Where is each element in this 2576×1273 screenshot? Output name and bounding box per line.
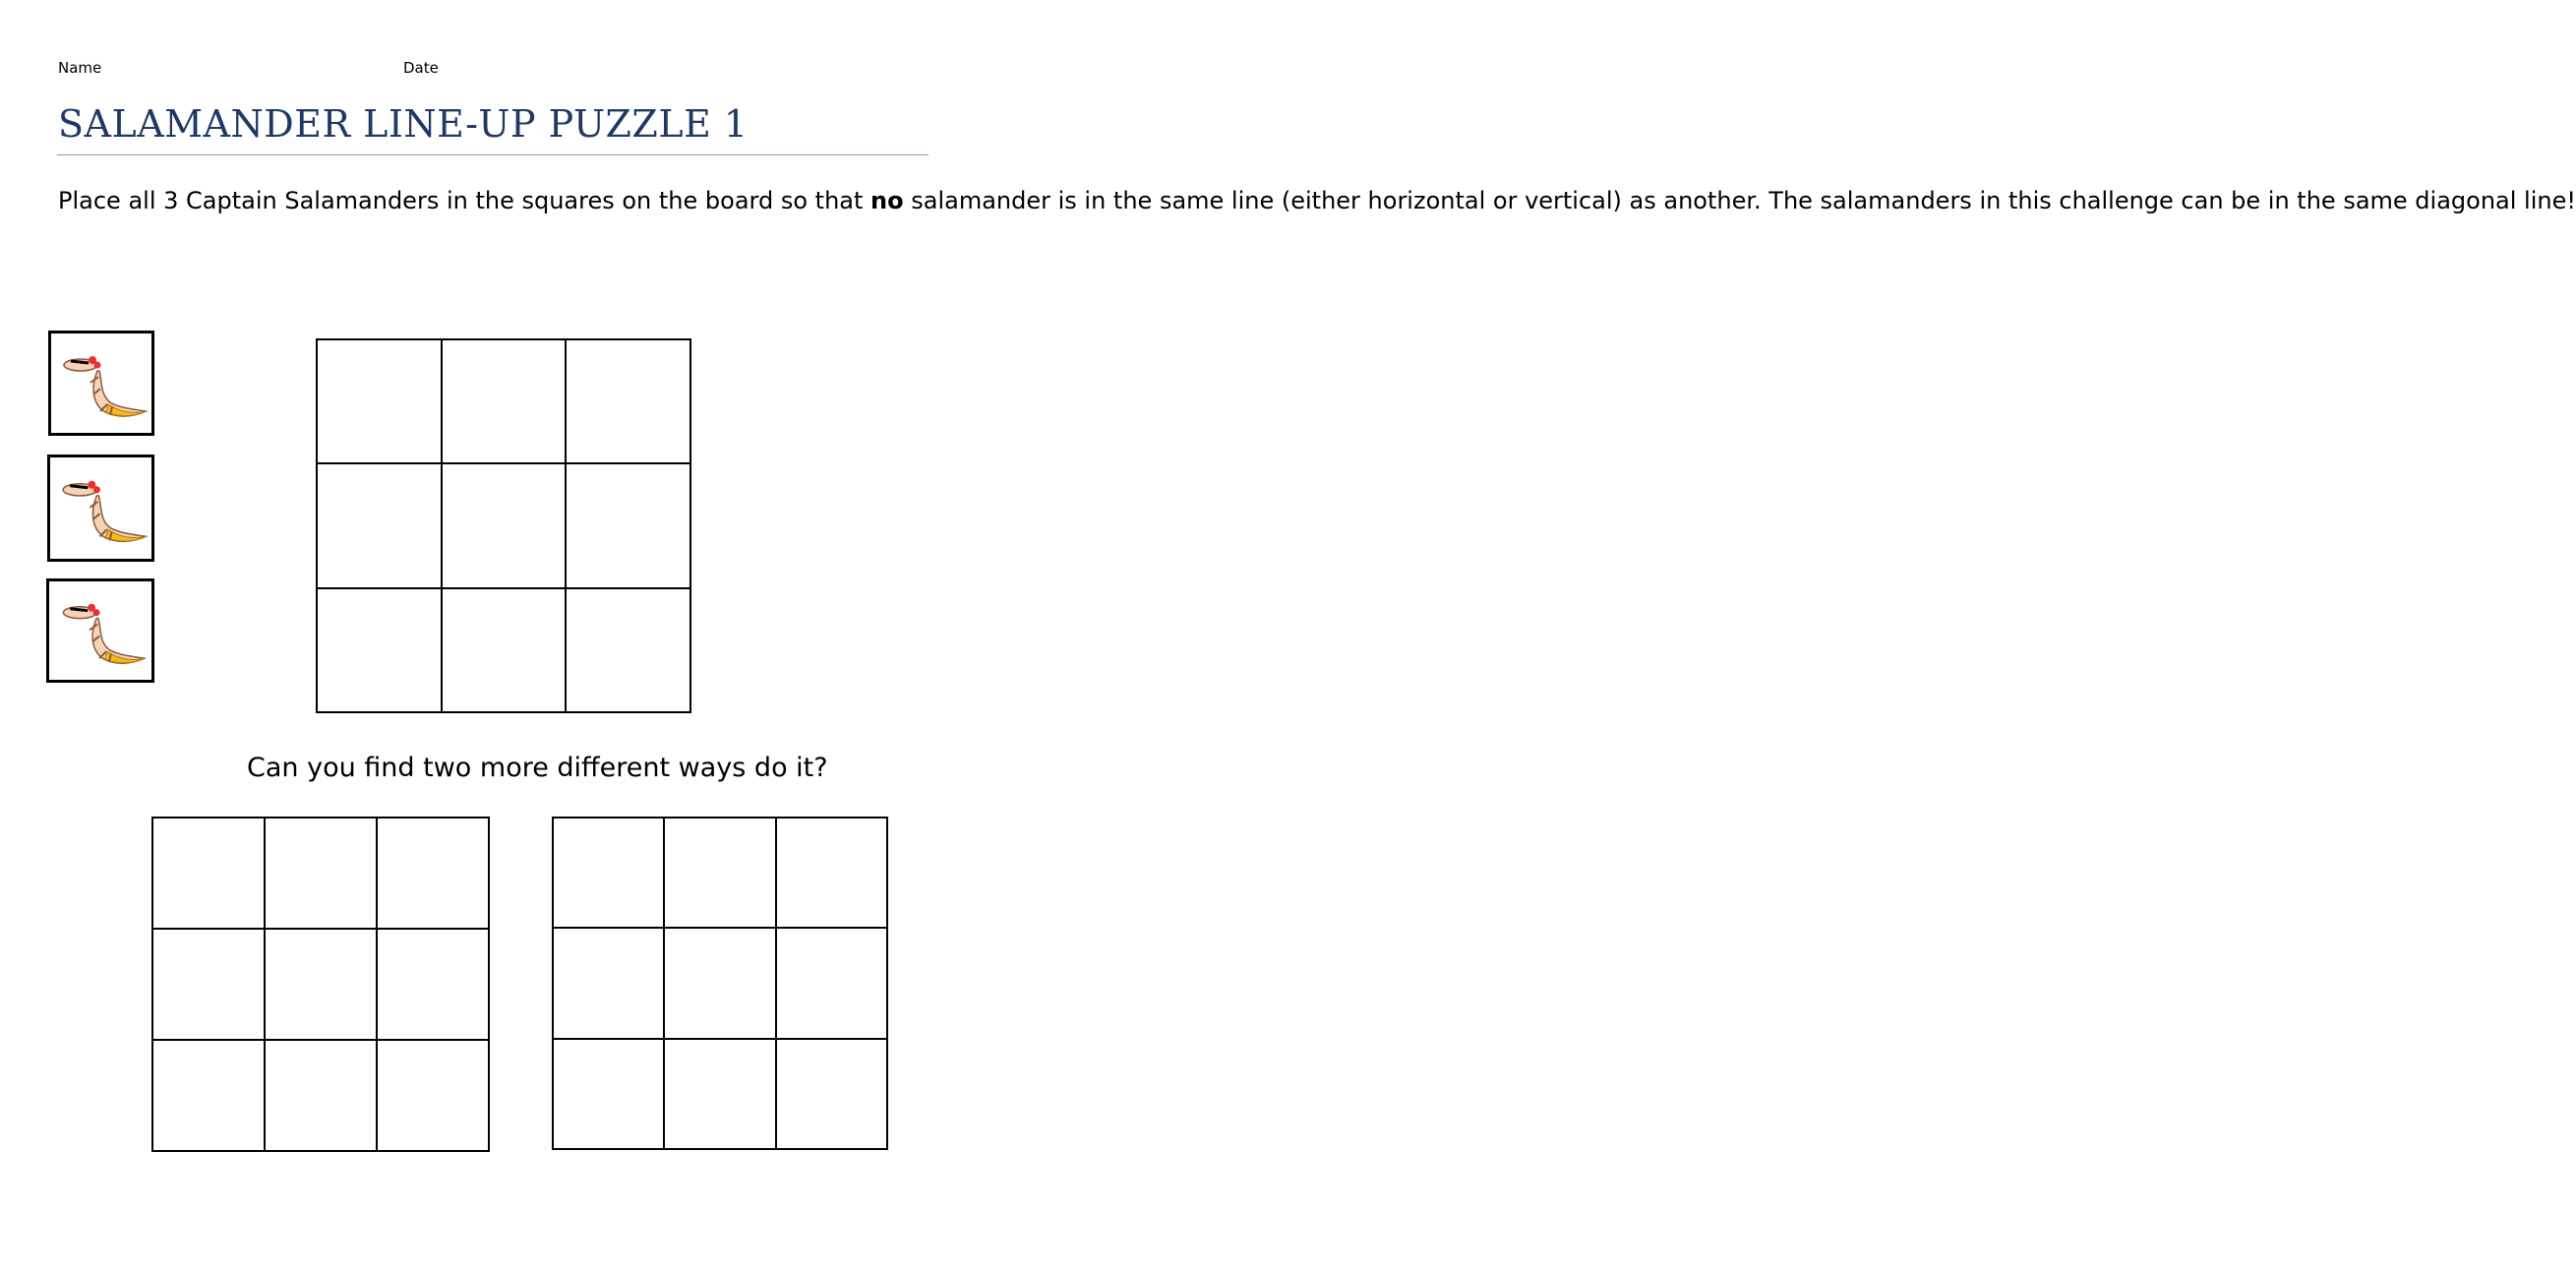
page-title: SALAMANDER LINE-UP PUZZLE 1 [58,102,749,146]
date-label: Date [403,59,439,77]
board-cell[interactable] [553,1039,664,1149]
main-puzzle-board [316,338,691,713]
board-cell[interactable] [265,818,377,929]
salamander-icon [49,581,151,680]
board-cell[interactable] [377,1040,489,1151]
practice-board-left [151,817,490,1152]
follow-up-question: Can you find two more different ways do it? [247,753,828,783]
instructions-text-rest: salamander is in the same line (either horizontal or vertical) as another. The salamanders in this challenge can be in the same diagonal line! [903,187,2576,214]
board-cell[interactable] [566,463,690,587]
title-divider [57,154,929,155]
salamander-icon [51,333,151,433]
board-cell[interactable] [553,818,664,928]
board-cell[interactable] [664,818,775,928]
practice-board-right [552,817,888,1150]
board-cell[interactable] [377,929,489,1040]
salamander-card[interactable] [48,331,154,436]
board-cell[interactable] [265,929,377,1040]
board-cell[interactable] [664,928,775,1038]
instructions-text: Place all 3 Captain Salamanders in the squares on the board so that [58,187,871,214]
salamander-icon [50,457,151,559]
board-cell[interactable] [776,1039,887,1149]
board-cell[interactable] [152,818,265,929]
board-cell[interactable] [442,588,567,712]
board-cell[interactable] [442,339,567,463]
board-cell[interactable] [442,463,567,587]
board-cell[interactable] [377,818,489,929]
board-cell[interactable] [776,818,887,928]
instructions [58,181,2576,221]
board-cell[interactable] [265,1040,377,1151]
salamander-card[interactable] [46,578,154,683]
board-cell[interactable] [317,463,442,587]
salamander-card[interactable] [47,455,154,562]
board-cell[interactable] [566,588,690,712]
board-cell[interactable] [317,588,442,712]
board-cell[interactable] [776,928,887,1038]
board-cell[interactable] [553,928,664,1038]
board-cell[interactable] [317,339,442,463]
name-label: Name [58,59,102,77]
board-cell[interactable] [152,929,265,1040]
board-cell[interactable] [664,1039,775,1149]
board-cell[interactable] [566,339,690,463]
instructions-emphasis: no [870,187,904,214]
board-cell[interactable] [152,1040,265,1151]
